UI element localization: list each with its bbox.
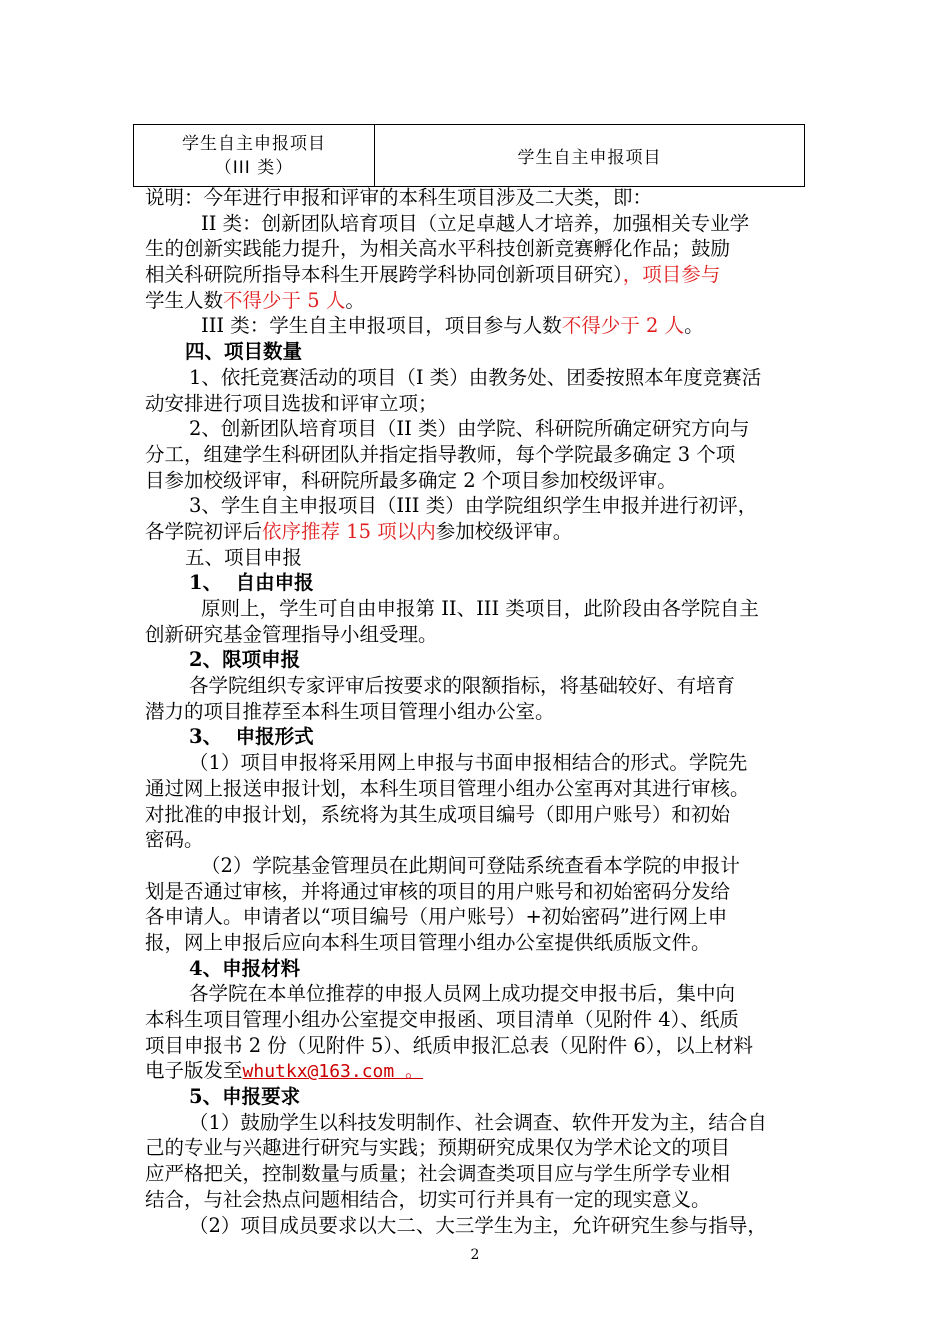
- email-link[interactable]: whutkx@163.com 。: [242, 1061, 424, 1083]
- table-cell-category-line2: （III 类）: [214, 157, 294, 178]
- paragraph-line: 密码。: [145, 828, 204, 852]
- subsection-heading: 2、限项申报: [189, 648, 301, 672]
- emphasis-text: 依序推荐 15 项以内: [262, 519, 436, 543]
- text-run: 电子版发至: [145, 1059, 243, 1083]
- paragraph-line: 分工，组建学生科研团队并指定指导教师，每个学院最多确定 3 个项: [145, 442, 736, 466]
- paragraph-line: [145, 288, 809, 314]
- paragraph-line: 3、学生自主申报项目（III 类）由学院组织学生申报并进行初评，: [189, 494, 758, 518]
- paragraph-line: 各学院在本单位推荐的申报人员网上成功提交申报书后，集中向: [189, 982, 736, 1006]
- paragraph-line: [145, 1058, 809, 1084]
- paragraph-line: 己的专业与兴趣进行研究与实践；预期研究成果仅为学术论文的项目: [145, 1136, 731, 1160]
- paragraph-line: （1）项目申报将采用网上申报与书面申报相结合的形式。学院先: [189, 751, 748, 775]
- paragraph-line: 对批准的申报计划，系统将为其生成项目编号（即用户账号）和初始: [145, 802, 731, 826]
- subsection-heading: 4、申报材料: [189, 956, 301, 980]
- page-number: 2: [470, 1247, 480, 1263]
- paragraph-line: 通过网上报送申报计划，本科生项目管理小组办公室再对其进行审核。: [145, 776, 750, 800]
- paragraph-line: 划是否通过审核，并将通过审核的项目的用户账号和初始密码分发给: [145, 879, 731, 903]
- paragraph-line: 报，网上申报后应向本科生项目管理小组办公室提供纸质版文件。: [145, 930, 711, 954]
- paragraph-line: 创新研究基金管理指导小组受理。: [145, 622, 438, 646]
- paragraph-line: （1）鼓励学生以科技发明制作、社会调查、软件开发为主，结合自: [189, 1110, 767, 1134]
- project-type-table-row: [133, 124, 805, 187]
- paragraph-line: 生的创新实践能力提升，为相关高水平科技创新竞赛孵化作品；鼓励: [145, 237, 731, 261]
- text-run: 参加校级评审。: [435, 519, 573, 543]
- document-body: [145, 185, 809, 1238]
- paragraph-line: 本科生项目管理小组办公室提交申报函、项目清单（见附件 4）、纸质: [145, 1008, 739, 1031]
- paragraph-line: （2）学院基金管理员在此期间可登陆系统查看本学院的申报计: [201, 853, 740, 877]
- table-cell-category-line1: 学生自主申报项目: [182, 133, 326, 154]
- paragraph-line: 1、依托竞赛活动的项目（I 类）由教务处、团委按照本年度竞赛活: [189, 365, 762, 389]
- text-run: 各学院初评后: [145, 519, 263, 543]
- paragraph-line: 2、创新团队培育项目（II 类）由学院、科研院所确定研究方向与: [189, 417, 750, 441]
- paragraph-line: 各申请人。申请者以“项目编号（用户账号）+初始密码”进行网上申: [145, 905, 728, 929]
- table-cell-category: [134, 125, 375, 186]
- paragraph-line: 项目申报书 2 份（见附件 5）、纸质申报汇总表（见附件 6），以上材料: [145, 1033, 754, 1057]
- text-run: 。: [345, 288, 365, 312]
- paragraph-line: 说明：今年进行申报和评审的本科生项目涉及二大类，即：: [145, 186, 653, 209]
- emphasis-text: ，项目参与: [622, 263, 721, 287]
- section-heading: 四、项目数量: [185, 340, 303, 364]
- paragraph-line: 动安排进行项目选拔和评审立项；: [145, 391, 438, 415]
- paragraph-line: 各学院组织专家评审后按要求的限额指标，将基础较好、有培育: [189, 674, 736, 698]
- emphasis-text: 不得少于 2 人: [561, 314, 685, 338]
- text-run: 相关科研院所指导本科生开展跨学科协同创新项目研究）: [145, 263, 623, 287]
- paragraph-line: II 类：创新团队培育项目（立足卓越人才培养，加强相关专业学: [201, 211, 750, 235]
- text-run: III 类：学生自主申报项目，项目参与人数: [201, 314, 562, 338]
- paragraph-line: 应严格把关，控制数量与质量；社会调查类项目应与学生所学专业相: [145, 1162, 731, 1186]
- emphasis-text: 不得少于 5 人: [223, 288, 346, 312]
- paragraph-line: [145, 262, 809, 288]
- paragraph-line: 潜力的项目推荐至本科生项目管理小组办公室。: [145, 699, 555, 723]
- paragraph-line: [145, 313, 809, 339]
- subsection-heading: 1、 自由申报: [189, 571, 314, 595]
- table-cell-description: 学生自主申报项目: [517, 148, 662, 168]
- paragraph-line: [145, 519, 809, 545]
- paragraph-line: 目参加校级评审，科研院所最多确定 2 个项目参加校级评审。: [145, 468, 677, 492]
- section-heading: 五、项目申报: [185, 545, 303, 569]
- paragraph-line: 原则上，学生可自由申报第 II、III 类项目，此阶段由各学院自主: [201, 597, 759, 620]
- subsection-heading: 3、 申报形式: [189, 725, 314, 749]
- text-run: 。: [684, 314, 704, 338]
- paragraph-line: 结合，与社会热点问题相结合，切实可行并具有一定的现实意义。: [145, 1187, 711, 1211]
- text-run: 学生人数: [145, 288, 224, 312]
- paragraph-line: （2）项目成员要求以大二、大三学生为主，允许研究生参与指导，: [189, 1213, 767, 1237]
- subsection-heading: 5、申报要求: [189, 1085, 301, 1109]
